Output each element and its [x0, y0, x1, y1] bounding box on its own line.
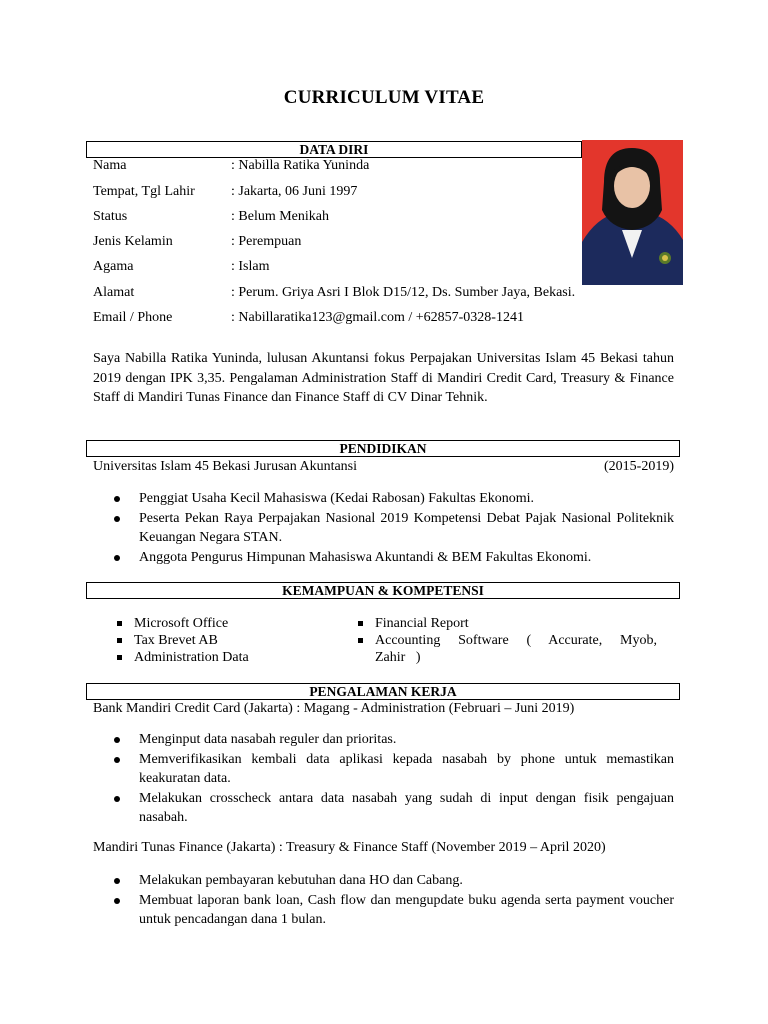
- list-item-text: Financial Report: [375, 616, 469, 631]
- personal-value: : Nabillaratika123@gmail.com / +62857-0328-1241: [231, 310, 524, 325]
- list-item: [93, 789, 674, 828]
- list-item: [93, 548, 674, 568]
- personal-row-agama: [93, 257, 270, 277]
- bullet-icon: [114, 496, 120, 502]
- list-item-text: Administration Data: [134, 650, 249, 665]
- personal-row-nama: [93, 156, 369, 176]
- personal-row-ttl: [93, 182, 357, 202]
- education-school: Universitas Islam 45 Bekasi Jurusan Akuntansi: [93, 459, 358, 474]
- personal-label: Alamat: [93, 285, 135, 300]
- list-item: [93, 891, 674, 930]
- list-item-text: Peserta Pekan Raya Perpajakan Nasional 2019 Kompetensi Debat Pajak Nasional Politeknik Keuangan Negara STAN.: [139, 510, 674, 545]
- bullet-icon: [114, 516, 120, 522]
- list-item-text: Tax Brevet AB: [134, 633, 218, 648]
- personal-label: Status: [93, 209, 128, 224]
- personal-row-status: [93, 207, 329, 227]
- list-item: [114, 632, 324, 649]
- list-item: [114, 649, 324, 666]
- personal-value: : Islam: [231, 259, 270, 274]
- experience-list: [93, 730, 674, 828]
- list-item-text: Anggota Pengurus Himpunan Mahasiswa Akuntandi & BEM Fakultas Ekonomi.: [139, 549, 592, 565]
- profile-photo-image: [582, 140, 683, 285]
- list-item-text: Accounting Software ( Accurate, Myob, Zahir ): [375, 633, 657, 665]
- list-item-text: Melakukan pembayaran kebutuhan dana HO dan Cabang.: [139, 873, 463, 888]
- list-item: [93, 871, 674, 891]
- square-bullet-icon: [117, 655, 122, 660]
- list-item: [93, 730, 674, 750]
- square-bullet-icon: [117, 638, 122, 643]
- section-header-pengalaman: PENGALAMAN KERJA: [86, 683, 680, 700]
- summary-paragraph: Saya Nabilla Ratika Yuninda, lulusan Akuntansi fokus Perpajakan Universitas Islam 45 Bekasi tahun 2019 dengan IPK 3,35. Pengalaman Administration Staff di Mandiri Credit Card, Treasury & Finance Staff di Mandiri Tunas Finance dan Finance Staff di CV Dinar Tehnik.: [93, 351, 674, 405]
- document-title: CURRICULUM VITAE: [283, 87, 485, 108]
- list-item: [114, 615, 324, 632]
- personal-row-email-phone: [93, 308, 524, 328]
- square-bullet-icon: [117, 621, 122, 626]
- list-item-text: Memverifikasikan kembali data aplikasi kepada nasabah by phone untuk memastikan keakuratan data.: [139, 751, 674, 786]
- list-item-text: Microsoft Office: [134, 616, 229, 631]
- bullet-icon: [114, 878, 120, 884]
- personal-row-alamat: [93, 283, 575, 303]
- education-list: [93, 489, 674, 567]
- section-header-pendidikan: PENDIDIKAN: [86, 440, 680, 457]
- list-item-text: Melakukan crosscheck antara data nasabah yang sudah di input dengan fisik pengajuan nasabah.: [139, 790, 674, 825]
- education-years: (2015-2019): [604, 459, 674, 474]
- personal-row-jenis-kelamin: [93, 232, 301, 252]
- experience-list: [93, 871, 674, 930]
- section-header-kemampuan: KEMAMPUAN & KOMPETENSI: [86, 582, 680, 599]
- list-item: [355, 632, 657, 666]
- list-item-text: Membuat laporan bank loan, Cash flow dan mengupdate buku agenda serta payment voucher untuk pencadangan dana 1 bulan.: [139, 892, 674, 927]
- personal-value: : Perempuan: [231, 234, 302, 249]
- list-item-text: Menginput data nasabah reguler dan prioritas.: [139, 732, 397, 747]
- personal-value: : Belum Menikah: [231, 209, 329, 224]
- skills-list-left: [114, 615, 324, 666]
- personal-value: : Jakarta, 06 Juni 1997: [231, 184, 358, 199]
- personal-label: Agama: [93, 259, 134, 274]
- list-item: [355, 615, 657, 632]
- list-item-text: Penggiat Usaha Kecil Mahasiswa (Kedai Rabosan) Fakultas Ekonomi.: [139, 491, 535, 506]
- bullet-icon: [114, 796, 120, 802]
- experience-heading: Bank Mandiri Credit Card (Jakarta) : Magang - Administration (Februari – Juni 2019): [93, 701, 575, 716]
- personal-label: Tempat, Tgl Lahir: [93, 184, 195, 199]
- section-header-data-diri: DATA DIRI: [86, 141, 582, 158]
- list-item: [93, 509, 674, 548]
- education-line: [93, 458, 674, 476]
- list-item: [93, 750, 674, 789]
- profile-photo: [582, 140, 683, 285]
- square-bullet-icon: [358, 621, 363, 626]
- personal-value: : Perum. Griya Asri I Blok D15/12, Ds. Sumber Jaya, Bekasi.: [231, 285, 576, 300]
- experience-heading: Mandiri Tunas Finance (Jakarta) : Treasury & Finance Staff (November 2019 – April 2020): [93, 840, 606, 855]
- bullet-icon: [114, 737, 120, 743]
- personal-label: Jenis Kelamin: [93, 234, 173, 249]
- personal-label: Nama: [93, 158, 127, 173]
- personal-label: Email / Phone: [93, 310, 173, 325]
- skills-list-right: [355, 615, 657, 666]
- bullet-icon: [114, 898, 120, 904]
- list-item: [93, 489, 674, 509]
- personal-value: : Nabilla Ratika Yuninda: [231, 158, 370, 173]
- bullet-icon: [114, 757, 120, 763]
- bullet-icon: [114, 555, 120, 561]
- square-bullet-icon: [358, 638, 363, 643]
